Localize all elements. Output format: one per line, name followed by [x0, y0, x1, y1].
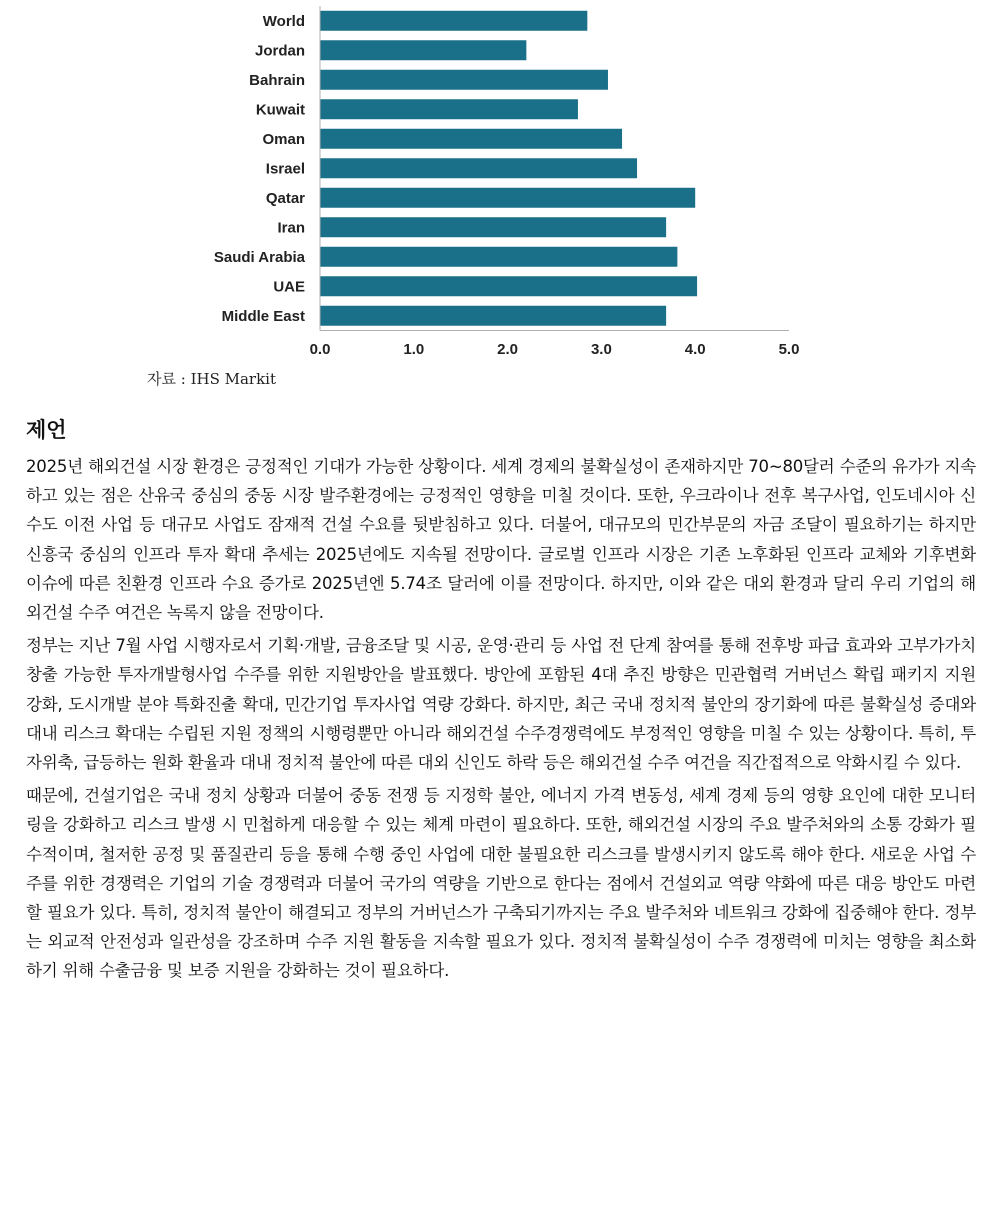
paragraph: 때문에, 건설기업은 국내 정치 상황과 더불어 중동 전쟁 등 지정학 불안, 에너지 가격 변동성, 세계 경제 등의 영향 요인에 대한 모니터링을 강화하고 리스크 발생 시 민첩하게 대응할 수 있는 체계 마련이 필요하다. 또한, 해외건설 시장의 주요 발주처와의 소통 강화가 필수적이며, 철저한 공정 및 품질관리 등을 통해 수행 중인 사업에 대한 불필요한 리스크를 발생시키지 않도록 해야 한다. 새로운 사업 수주를 위한 경쟁력은 기업의 기술 경쟁력과 더불어 국가의 역량을 기반으로 한다는 점에서 건설외교 역량 약화에 따른 대응 방안도 마련할 필요가 있다. 특히, 정치적 불안이 해결되고 정부의 거버넌스가 구축되기까지는 주요 발주처와 네트워크 강화에 집중해야 한다. 정부는 외교적 안전성과 일관성을 강조하며 수주 지원 활동을 지속할 필요가 있다. 정치적 불확실성이 수주 경쟁력에 미치는 영향을 최소화하기 위해 수출금융 및 보증 지원을 강화하는 것이 필요하다.: [26, 786, 976, 981]
x-tick-labels: [310, 341, 800, 358]
bar-world: [320, 11, 587, 31]
chart-source: 자료 : IHS Markit: [147, 370, 277, 388]
category-label: Qatar: [265, 189, 305, 207]
bar-middle-east: [320, 306, 666, 326]
category-labels: [214, 13, 306, 325]
category-label: Oman: [262, 130, 305, 148]
x-tick-label: 1.0: [403, 341, 425, 358]
category-label: Kuwait: [255, 101, 305, 119]
category-label: Israel: [265, 160, 305, 178]
x-tick-label: 3.0: [590, 341, 612, 358]
bars-group: [320, 11, 697, 326]
category-label: Saudi Arabia: [213, 248, 305, 266]
bar-kuwait: [320, 99, 578, 119]
x-tick-label: 2.0: [497, 341, 519, 358]
bar-saudi-arabia: [320, 247, 677, 267]
body-text: [26, 452, 976, 990]
bar-chart: [0, 0, 1000, 365]
bar-bahrain: [320, 70, 608, 90]
bar-iran: [320, 217, 666, 237]
section-title: 제언: [26, 418, 67, 442]
paragraph: 2025년 해외건설 시장 환경은 긍정적인 기대가 가능한 상황이다. 세계 경제의 불확실성이 존재하지만 70~80달러 수준의 유가가 지속하고 있는 점은 산유국 중심의 중동 시장 발주환경에는 긍정적인 영향을 미칠 것이다. 또한, 우크라이나 전후 복구사업, 인도네시아 신수도 이전 사업 등 대규모 사업도 잠재적 건설 수요를 뒷받침하고 있다. 더불어, 대규모의 민간부문의 자금 조달이 필요하기는 하지만 신흥국 중심의 인프라 투자 확대 추세는 2025년에도 지속될 전망이다. 글로벌 인프라 시장은 기존 노후화된 인프라 교체와 기후변화 이슈에 따른 친환경 인프라 수요 증가로 2025년엔 5.74조 달러에 이를 전망이다. 하지만, 이와 같은 대외 환경과 달리 우리 기업의 해외건설 수주 여건은 녹록지 않을 전망이다.: [26, 457, 976, 623]
x-tick-label: 5.0: [778, 341, 800, 358]
category-label: Bahrain: [249, 71, 305, 89]
paragraph: 정부는 지난 7월 사업 시행자로서 기획·개발, 금융조달 및 시공, 운영·관리 등 사업 전 단계 참여를 통해 전후방 파급 효과와 고부가가치 창출 가능한 투자개발형사업 수주를 위한 지원방안을 발표했다. 방안에 포함된 4대 추진 방향은 민관협력 거버넌스 확립 패키지 지원 강화, 도시개발 분야 특화진출 확대, 민간기업 투자사업 역량 강화다. 하지만, 최근 국내 정치적 불안의 장기화에 따른 불확실성 증대와 대내 리스크 확대는 수립된 지원 정책의 시행령뿐만 아니라 해외건설 수주경쟁력에도 부정적인 영향을 미칠 수 있는 상황이다. 특히, 투자위축, 급등하는 원화 환율과 대내 정치적 불안에 따른 대외 신인도 하락 등은 해외건설 수주 여건을 직간접적으로 악화시킬 수 있다.: [26, 636, 976, 773]
category-label: Middle East: [221, 307, 305, 325]
category-label: World: [262, 12, 305, 30]
bar-jordan: [320, 40, 526, 60]
x-tick-label: 0.0: [309, 341, 331, 358]
category-label: Iran: [277, 219, 305, 237]
category-label: Jordan: [254, 42, 305, 60]
x-tick-label: 4.0: [684, 341, 706, 358]
bar-qatar: [320, 188, 695, 208]
bar-israel: [320, 158, 637, 178]
category-label: UAE: [273, 278, 305, 296]
bar-oman: [320, 129, 622, 149]
bar-uae: [320, 276, 697, 296]
